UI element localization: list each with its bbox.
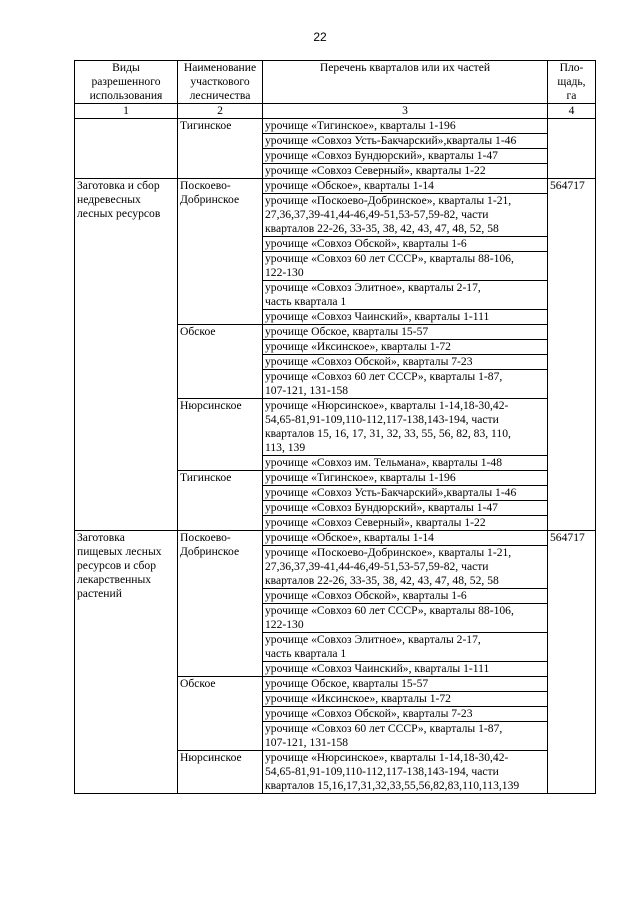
quarter-entry [263, 677, 548, 692]
quarter-entry-line: урочище «Совхоз Обской», кварталы 1-6 [265, 589, 467, 602]
quarter-entry-line: урочище «Совхоз Северный», кварталы 1-22 [265, 516, 486, 529]
use-type-line: Заготовка и сбор [77, 179, 160, 192]
quarter-entry-line: 54,65-81,91-109,110-112,117-138,143-194, части [265, 765, 499, 778]
use-type-line: лекарственных [77, 573, 152, 586]
quarter-entry [263, 252, 548, 281]
forestry-name: Тигинское [178, 119, 263, 179]
quarter-entry-line: урочище «Обское», кварталы 1-14 [265, 531, 434, 544]
quarter-entry [263, 662, 548, 677]
column-number: 4 [548, 104, 596, 119]
table-header-row [75, 61, 596, 104]
table-row [75, 119, 596, 134]
quarter-entry-line: часть квартала 1 [265, 295, 347, 308]
quarter-entry-line: урочище «Совхоз 60 лет СССР», кварталы 88-106, [265, 252, 514, 265]
quarter-entry-line: урочище Обское, кварталы 15-57 [265, 677, 429, 690]
quarter-entry-line: кварталов 22-26, 33-35, 38, 42, 43, 47, 48, 52, 58 [265, 222, 499, 235]
quarters-table [74, 60, 596, 794]
forestry-name: Поскоево-Добринское [178, 531, 263, 677]
quarter-entry [263, 399, 548, 456]
quarter-entry-line: урочище «Иксинское», кварталы 1-72 [265, 340, 451, 353]
quarter-entry [263, 589, 548, 604]
quarter-entry-line: 107-121, 131-158 [265, 384, 349, 397]
quarter-entry-line: урочище «Совхоз Обской», кварталы 7-23 [265, 707, 473, 720]
area-cell: 564717 [548, 179, 596, 531]
quarter-entry-line: часть квартала 1 [265, 647, 347, 660]
quarter-entry [263, 501, 548, 516]
quarter-entry-line: урочище «Совхоз 60 лет СССР», кварталы 1-87, [265, 722, 503, 735]
quarter-entry [263, 531, 548, 546]
quarter-entry [263, 281, 548, 310]
quarter-entry [263, 237, 548, 252]
quarter-entry [263, 751, 548, 794]
quarter-entry [263, 370, 548, 399]
quarter-entry-line: урочище «Совхоз Усть-Бакчарский»,кварталы 1-46 [265, 486, 517, 499]
quarter-entry-line: урочище «Совхоз Элитное», кварталы 2-17, [265, 281, 481, 294]
quarter-entry [263, 486, 548, 501]
quarter-entry [263, 179, 548, 194]
area-cell [548, 119, 596, 179]
quarter-entry-line: 54,65-81,91-109,110-112,117-138,143-194, части [265, 413, 499, 426]
use-type-cell [75, 179, 178, 531]
table-body [75, 119, 596, 794]
forestry-name: Поскоево-Добринское [178, 179, 263, 325]
table-row [75, 531, 596, 546]
table-row [75, 179, 596, 194]
quarter-entry [263, 604, 548, 633]
use-type-cell [75, 531, 178, 794]
quarter-entry-line: урочище «Совхоз Северный», кварталы 1-22 [265, 164, 486, 177]
header-use-type: Виды разрешенного использования [75, 61, 178, 104]
column-number-row [75, 104, 596, 119]
quarter-entry-line: урочище «Совхоз 60 лет СССР», кварталы 88-106, [265, 604, 514, 617]
quarter-entry [263, 119, 548, 134]
quarter-entry [263, 456, 548, 471]
quarter-entry-line: урочище «Тигинское», кварталы 1-196 [265, 471, 456, 484]
quarter-entry-line: 27,36,37,39-41,44-46,49-51,53-57,59-82, части [265, 560, 489, 573]
quarter-entry-line: урочище «Поскоево-Добринское», кварталы 1-21, [265, 546, 512, 559]
column-number: 2 [178, 104, 263, 119]
quarter-entry [263, 516, 548, 531]
header-area: Пло- щадь, га [548, 61, 596, 104]
quarter-entry [263, 310, 548, 325]
quarter-entry-line: урочище «Совхоз Усть-Бакчарский»,кварталы 1-46 [265, 134, 517, 147]
quarter-entry-line: урочище «Поскоево-Добринское», кварталы 1-21, [265, 194, 512, 207]
forestry-name: Тигинское [178, 471, 263, 531]
forestry-name: Нюрсинское [178, 399, 263, 471]
use-type-cell [75, 119, 178, 179]
quarter-entry-line: урочище «Совхоз Бундюрский», кварталы 1-47 [265, 149, 498, 162]
header-quarters-list: Перечень кварталов или их частей [263, 61, 548, 104]
quarter-entry-line: 122-130 [265, 618, 304, 631]
quarter-entry [263, 355, 548, 370]
quarter-entry-line: урочище «Совхоз им. Тельмана», кварталы 1-48 [265, 456, 502, 469]
forestry-name: Нюрсинское [178, 751, 263, 794]
quarter-entry-line: урочище Обское, кварталы 15-57 [265, 325, 429, 338]
quarter-entry-line: урочище «Тигинское», кварталы 1-196 [265, 119, 456, 132]
use-type-line: недревесных [77, 193, 141, 206]
quarter-entry-line: урочище «Обское», кварталы 1-14 [265, 179, 434, 192]
quarter-entry-line: урочище «Иксинское», кварталы 1-72 [265, 692, 451, 705]
quarter-entry-line: урочище «Совхоз Обской», кварталы 7-23 [265, 355, 473, 368]
quarter-entry-line: урочище «Совхоз 60 лет СССР», кварталы 1-87, [265, 370, 503, 383]
quarter-entry [263, 325, 548, 340]
quarter-entry-line: урочище «Нюрсинское», кварталы 1-14,18-30,42- [265, 751, 509, 764]
column-number: 1 [75, 104, 178, 119]
quarter-entry [263, 164, 548, 179]
quarter-entry-line: кварталов 15,16,17,31,32,33,55,56,82,83,110,113,139 [265, 779, 520, 792]
header-forestry: Наименование участкового лесничества [178, 61, 263, 104]
quarter-entry-line: урочище «Совхоз Элитное», кварталы 2-17, [265, 633, 481, 646]
quarter-entry [263, 149, 548, 164]
column-number: 3 [263, 104, 548, 119]
quarter-entry-line: 122-130 [265, 266, 304, 279]
quarter-entry-line: урочище «Совхоз Бундюрский», кварталы 1-47 [265, 501, 498, 514]
quarter-entry-line: урочище «Совхоз Чаинский», кварталы 1-111 [265, 310, 490, 323]
forestry-name: Обское [178, 677, 263, 751]
page-number: 22 [313, 30, 327, 44]
use-type-line: растений [77, 587, 122, 600]
quarter-entry [263, 633, 548, 662]
quarter-entry-line: 107-121, 131-158 [265, 736, 349, 749]
quarter-entry-line: 113, 139 [265, 441, 306, 454]
quarter-entry-line: 27,36,37,39-41,44-46,49-51,53-57,59-82, части [265, 208, 489, 221]
quarter-entry [263, 692, 548, 707]
use-type-line: ресурсов и сбор [77, 559, 157, 572]
quarter-entry [263, 546, 548, 589]
quarter-entry [263, 194, 548, 237]
use-type-line: лесных ресурсов [77, 207, 161, 220]
quarter-entry [263, 134, 548, 149]
quarter-entry-line: урочище «Нюрсинское», кварталы 1-14,18-30,42- [265, 399, 509, 412]
quarter-entry [263, 340, 548, 355]
quarter-entry [263, 722, 548, 751]
quarter-entry [263, 471, 548, 486]
quarter-entry-line: кварталов 22-26, 33-35, 38, 42, 43, 47, 48, 52, 58 [265, 574, 499, 587]
forestry-name: Обское [178, 325, 263, 399]
quarter-entry [263, 707, 548, 722]
area-cell: 564717 [548, 531, 596, 794]
quarter-entry-line: кварталов 15, 16, 17, 31, 32, 33, 55, 56, 82, 83, 110, [265, 427, 511, 440]
use-type-line: Заготовка [77, 531, 125, 544]
quarter-entry-line: урочище «Совхоз Чаинский», кварталы 1-111 [265, 662, 490, 675]
quarter-entry-line: урочище «Совхоз Обской», кварталы 1-6 [265, 237, 467, 250]
use-type-line: пищевых лесных [77, 545, 162, 558]
